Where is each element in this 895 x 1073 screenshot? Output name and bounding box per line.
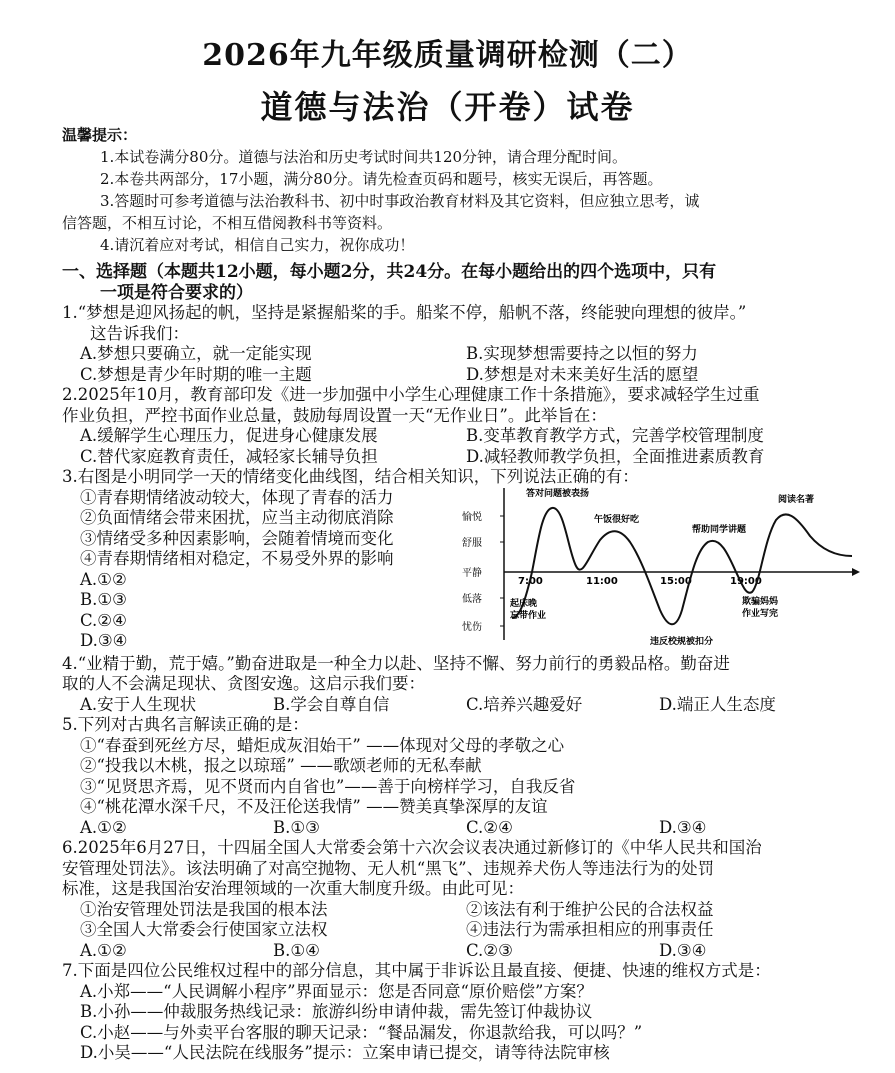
section-heading-cont: 一项是符合要求的）: [100, 282, 253, 303]
question-stem: 标准，这是我国治安治理领域的一次重大制度升级。由此可见：: [62, 879, 524, 898]
question-stem: 5.下列对古典名言解读正确的是：: [62, 715, 309, 734]
option-d: D.③④: [659, 940, 707, 960]
question-stem: 这告诉我们：: [90, 323, 189, 343]
option-d: D.③④: [80, 631, 128, 650]
option-b: B.①④: [273, 940, 320, 960]
y-level-label: 舒服: [462, 537, 482, 549]
option-d: D.减轻教师教学负担，全面推进素质教育: [466, 446, 765, 466]
statement: ④“桃花潭水深千尺，不及汪伦送我情” ——赞美真挚深厚的友谊: [80, 797, 548, 816]
question-stem: 4.“业精于勤，荒于嬉。”勤奋进取是一种全力以赴、坚持不懈、努力前行的勇毅品格。勤奋进: [62, 653, 730, 673]
emotion-curve-chart: [460, 480, 860, 650]
y-level-label: 平静: [462, 567, 482, 579]
tip-line: 2.本卷共两部分，17小题，满分80分。请先检查页码和题号，核实无误后，再答题。: [100, 170, 663, 188]
y-level-label: 忧伤: [462, 621, 482, 633]
y-level-label: 愉悦: [462, 511, 482, 523]
annotation: 帮助同学讲题: [692, 524, 747, 535]
question-stem: 1.“梦想是迎风扬起的帆，坚持是紧握船桨的手。船桨不停，船帆不落，终能驶向理想的彼岸。”: [62, 303, 747, 322]
annotation: 午饭很好吃: [594, 514, 640, 525]
statement: ③“见贤思齐焉，见不贤而内自省也”——善于向榜样学习，自我反省: [80, 776, 576, 796]
question-stem: 取的人不会满足现状、贪图安逸。这启示我们要：: [62, 674, 425, 693]
option-d: D.③④: [659, 817, 707, 837]
option-b: B.实现梦想需要持之以恒的努力: [466, 344, 698, 363]
statement: ②负面情绪会带来困扰，应当主动彻底消除: [80, 508, 394, 527]
question-stem: 7.下面是四位公民维权过程中的部分信息，其中属于非诉讼且最直接、便捷、快速的维权方式是：: [62, 961, 771, 980]
option-b: B.学会自尊自信: [273, 694, 390, 714]
annotation: 欺骗妈妈: [742, 596, 779, 607]
x-tick-label: 11:00: [586, 575, 618, 587]
y-level-label: 低落: [462, 593, 482, 605]
question-stem: 2.2025年10月，教育部印发《进一步加强中小学生心理健康工作十条措施》，要求减轻学生过重: [62, 385, 760, 404]
question-stem: 安管理处罚法》。该法明确了对高空抛物、无人机“黑飞”、违规养犬伤人等违法行为的处罚: [62, 858, 715, 878]
tip-line: 信答题，不相互讨论，不相互借阅教科书等资料。: [62, 214, 393, 232]
option-c: C.②④: [466, 817, 513, 837]
tips-heading: 温馨提示：: [62, 126, 138, 144]
x-tick-label: 19:00: [730, 575, 762, 587]
option-b: B.①③: [80, 590, 127, 609]
option-a: A.安于人生现状: [80, 694, 197, 714]
question-stem: 6.2025年6月27日，十四届全国人大常委会第十六次会议表决通过新修订的《中华人民共和国治: [62, 838, 762, 857]
option-d: D.梦想是对未来美好生活的愿望: [466, 364, 699, 384]
statement: ④违法行为需承担相应的刑事责任: [466, 920, 714, 939]
emotion-curve: [512, 507, 852, 623]
option-c: C.培养兴趣爱好: [466, 694, 583, 714]
annotation: 答对问题被表扬: [526, 488, 590, 499]
annotation: 忘带作业: [510, 610, 547, 621]
option-c: C.替代家庭教育责任，减轻家长辅导负担: [80, 446, 378, 466]
option-d: D.小吴——“人民法院在线服务”提示：立案申请已提交，请等待法院审核: [80, 1043, 610, 1062]
option-a: A.小郑——“人民调解小程序”界面显示：您是否同意“原价赔偿”方案？: [80, 981, 593, 1001]
option-a: A.梦想只要确立，就一定能实现: [80, 344, 312, 363]
option-c: C.②④: [80, 610, 127, 630]
question-7: [62, 961, 852, 1064]
x-tick-label: 15:00: [660, 575, 692, 587]
statement: ①治安管理处罚法是我国的根本法: [80, 899, 328, 919]
exam-title: 2026年九年级质量调研检测（二）: [202, 38, 693, 73]
question-3: [62, 467, 852, 654]
option-d: D.端正人生态度: [659, 694, 776, 714]
tip-line: 1.本试卷满分80分。道德与法治和历史考试时间共120分钟，请合理分配时间。: [100, 148, 628, 166]
statement: ②该法有利于维护公民的合法权益: [466, 899, 714, 919]
question-2: [62, 385, 852, 467]
tip-line: 3.答题时可参考道德与法治教科书、初中时事政治教育材料及其它资料，但应独立思考，诚: [100, 192, 700, 210]
exam-subtitle: 道德与法治（开卷）试卷: [260, 88, 635, 126]
question-5: [62, 715, 852, 838]
x-axis-arrow: [852, 568, 860, 576]
question-4: [62, 654, 852, 716]
statement: ④青春期情绪相对稳定，不易受外界的影响: [80, 549, 394, 568]
option-b: B.小孙——仲裁服务热线记录：旅游纠纷申请仲裁，需先签订仲裁协议: [80, 1002, 593, 1021]
annotation: 阅读名著: [778, 494, 815, 505]
option-a: A.缓解学生心理压力，促进身心健康发展: [80, 426, 378, 445]
option-c: C.②③: [466, 940, 513, 960]
questions: [62, 262, 852, 1064]
option-a: A.①②: [80, 817, 127, 837]
option-a: A.①②: [80, 940, 127, 960]
statement: ②“投我以木桃，报之以琼瑶” ——歌颂老师的无私奉献: [80, 756, 482, 775]
statement: ①“春蚕到死丝方尽，蜡炬成灰泪始干” ——体现对父母的孝敬之心: [80, 735, 565, 755]
annotation: 违反校规被扣分: [650, 636, 714, 647]
statement: ③情绪受多种因素影响，会随着情境而变化: [80, 528, 394, 548]
tip-line: 4.请沉着应对考试，相信自己实力，祝你成功！: [100, 236, 415, 254]
statement: ③全国人大常委会行使国家立法权: [80, 920, 328, 939]
option-b: B.变革教育教学方式，完善学校管理制度: [466, 426, 764, 445]
statement: ①青春期情绪波动较大，体现了青春的活力: [80, 487, 394, 507]
annotation: 起床晚: [510, 598, 538, 609]
option-a: A.①②: [80, 569, 127, 589]
annotation: 作业写完: [742, 608, 779, 619]
option-c: C.小赵——与外卖平台客服的聊天记录：“餐品漏发，你退款给我，可以吗？”: [80, 1022, 643, 1042]
option-b: B.①③: [273, 817, 320, 837]
option-c: C.梦想是青少年时期的唯一主题: [80, 364, 312, 384]
x-tick-label: 7:00: [518, 575, 543, 587]
question-stem: 作业负担，严控书面作业总量，鼓励每周设置一天“无作业日”。此举旨在：: [62, 405, 607, 425]
tips-block: [62, 124, 842, 256]
question-stem: 3.右图是小明同学一天的情绪变化曲线图，结合相关知识，下列说法正确的有：: [62, 467, 639, 486]
question-1: [62, 303, 852, 385]
question-6: [62, 838, 852, 961]
section-heading: 一、选择题（本题共12小题，每小题2分，共24分。在每小题给出的四个选项中，只有: [62, 262, 717, 282]
